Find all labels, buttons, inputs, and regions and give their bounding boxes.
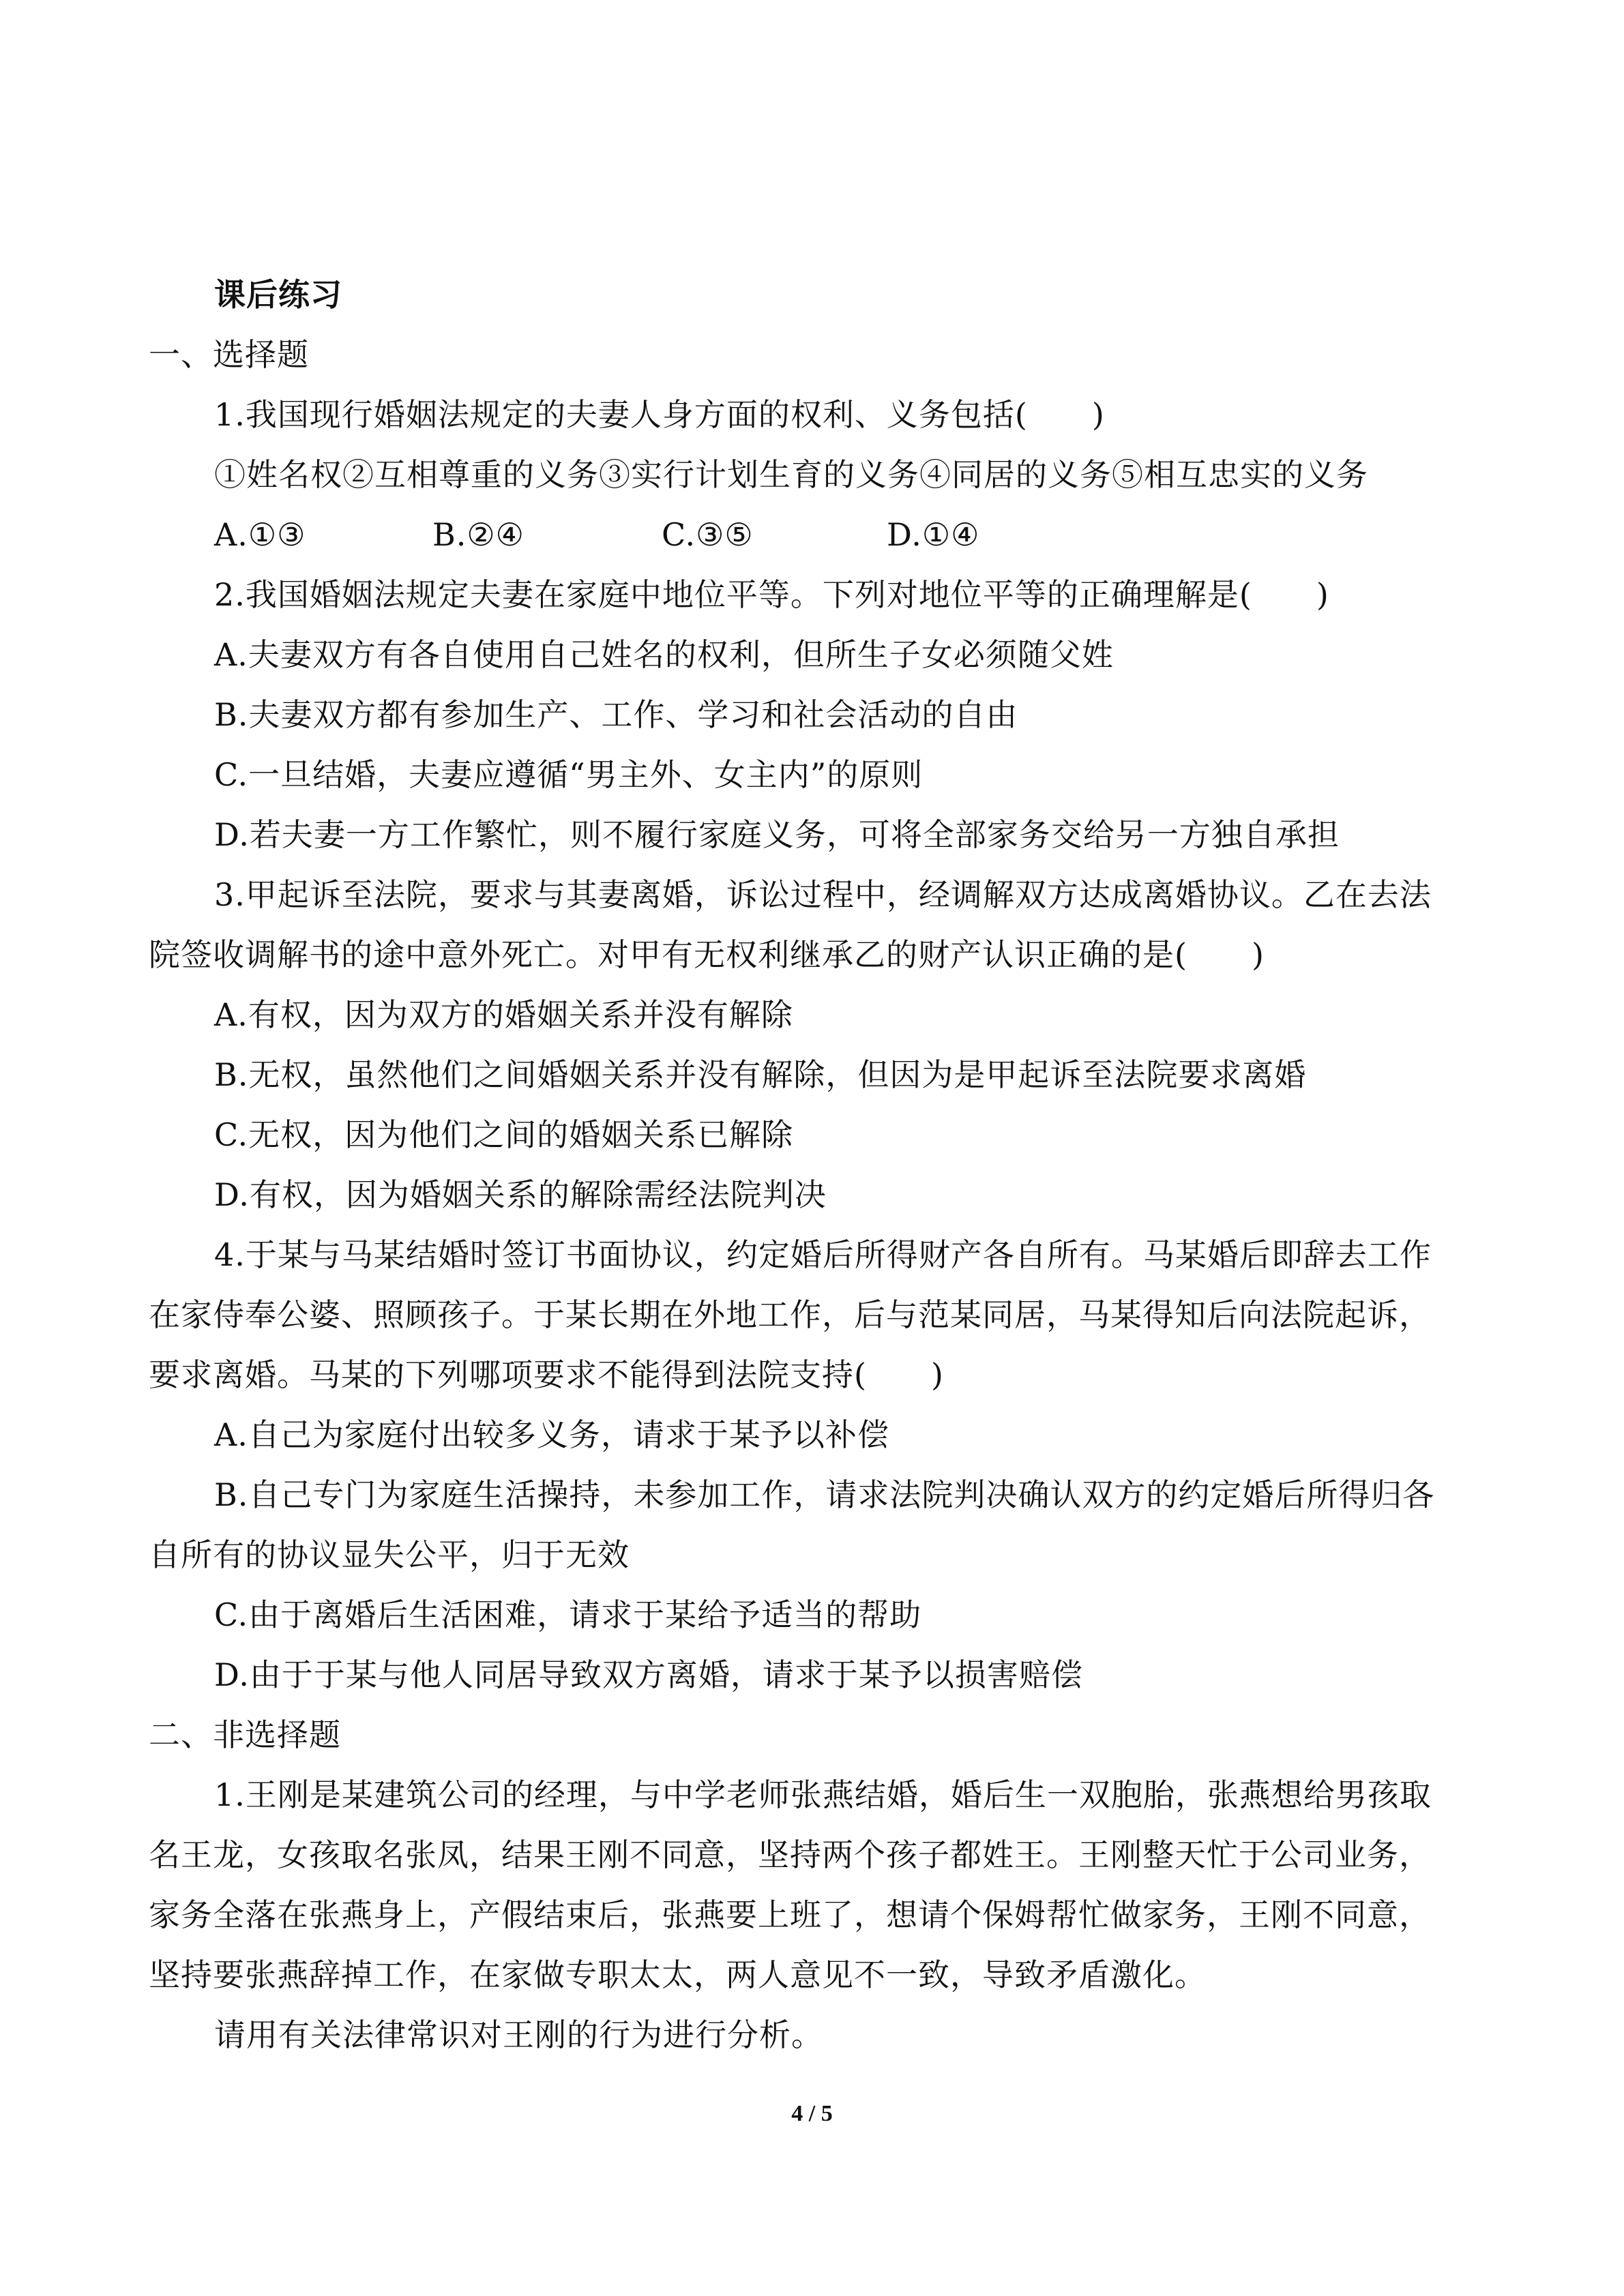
q4-option-c: C.由于离婚后生活困难，请求于某给予适当的帮助: [214, 1596, 922, 1633]
q2-option-c: C.一旦结婚，夫妻应遵循“男主外、女主内”的原则: [214, 756, 924, 793]
q4-option-b-line-1: B.自己专门为家庭生活操持，未参加工作，请求法院判决确认双方的约定婚后所得归各: [214, 1476, 1435, 1513]
q3-option-a: A.有权，因为双方的婚姻关系并没有解除: [214, 996, 793, 1033]
section-title-nonchoice: 二、非选择题: [149, 1716, 341, 1753]
section-title-choice: 一、选择题: [149, 336, 309, 373]
question-4-stem-line-2: 在家侍奉公婆、照顾孩子。于某长期在外地工作，后与范某同居，马某得知后向法院起诉，: [149, 1296, 1431, 1333]
q2-option-a: A.夫妻双方有各自使用自己姓名的权利，但所生子女必须随父姓: [214, 636, 1114, 673]
q2-option-b: B.夫妻双方都有参加生产、工作、学习和社会活动的自由: [214, 696, 1018, 733]
q3-option-b: B.无权，虽然他们之间婚姻关系并没有解除，但因为是甲起诉至法院要求离婚: [214, 1056, 1307, 1093]
question-3-stem-line-2: 院签收调解书的途中意外死亡。对甲有无权利继承乙的财产认识正确的是( ): [149, 936, 1265, 973]
question-5-prompt: 请用有关法律常识对王刚的行为进行分析。: [214, 2016, 823, 2053]
question-5-line-3: 家务全落在张燕身上，产假结束后，张燕要上班了，想请个保姆帮忙做家务，王刚不同意，: [149, 1896, 1431, 1933]
question-4-stem-line-3: 要求离婚。马某的下列哪项要求不能得到法院支持( ): [149, 1356, 944, 1393]
q1-option-b: B.②④: [432, 516, 525, 553]
question-1-stem: 1.我国现行婚姻法规定的夫妻人身方面的权利、义务包括( ): [214, 396, 1105, 433]
question-1-items: ①姓名权②互相尊重的义务③实行计划生育的义务④同居的义务⑤相互忠实的义务: [214, 456, 1368, 493]
q4-option-a: A.自己为家庭付出较多义务，请求于某予以补偿: [214, 1416, 889, 1453]
question-5-line-2: 名王龙，女孩取名张凤，结果王刚不同意，坚持两个孩子都姓王。王刚整天忙于公司业务，: [149, 1836, 1431, 1873]
q1-option-d: D.①④: [887, 516, 980, 553]
q1-option-a: A.①③: [214, 516, 306, 553]
question-5-line-1: 1.王刚是某建筑公司的经理，与中学老师张燕结婚，婚后生一双胞胎，张燕想给男孩取: [214, 1776, 1432, 1813]
q1-option-c: C.③⑤: [662, 516, 754, 553]
q3-option-c: C.无权，因为他们之间的婚姻关系已解除: [214, 1116, 794, 1153]
q4-option-d: D.由于于某与他人同居导致双方离婚，请求于某予以损害赔偿: [214, 1656, 1083, 1693]
question-4-stem-line-1: 4.于某与马某结婚时签订书面协议，约定婚后所得财产各自所有。马某婚后即辞去工作: [214, 1236, 1432, 1273]
question-3-stem-line-1: 3.甲起诉至法院，要求与其妻离婚，诉讼过程中，经调解双方达成离婚协议。乙在去法: [214, 876, 1432, 913]
question-2-stem: 2.我国婚姻法规定夫妻在家庭中地位平等。下列对地位平等的正确理解是( ): [214, 576, 1329, 613]
question-1-options: [0, 514, 1624, 555]
page-number: 4 / 5: [791, 2101, 833, 2126]
q2-option-d: D.若夫妻一方工作繁忙，则不履行家庭义务，可将全部家务交给另一方独自承担: [214, 816, 1340, 853]
exercise-heading: 课后练习: [214, 276, 342, 313]
question-5-line-4: 坚持要张燕辞掉工作，在家做专职太太，两人意见不一致，导致矛盾激化。: [149, 1956, 1207, 1993]
q4-option-b-line-2: 自所有的协议显失公平，归于无效: [149, 1536, 630, 1573]
q3-option-d: D.有权，因为婚姻关系的解除需经法院判决: [214, 1176, 827, 1213]
